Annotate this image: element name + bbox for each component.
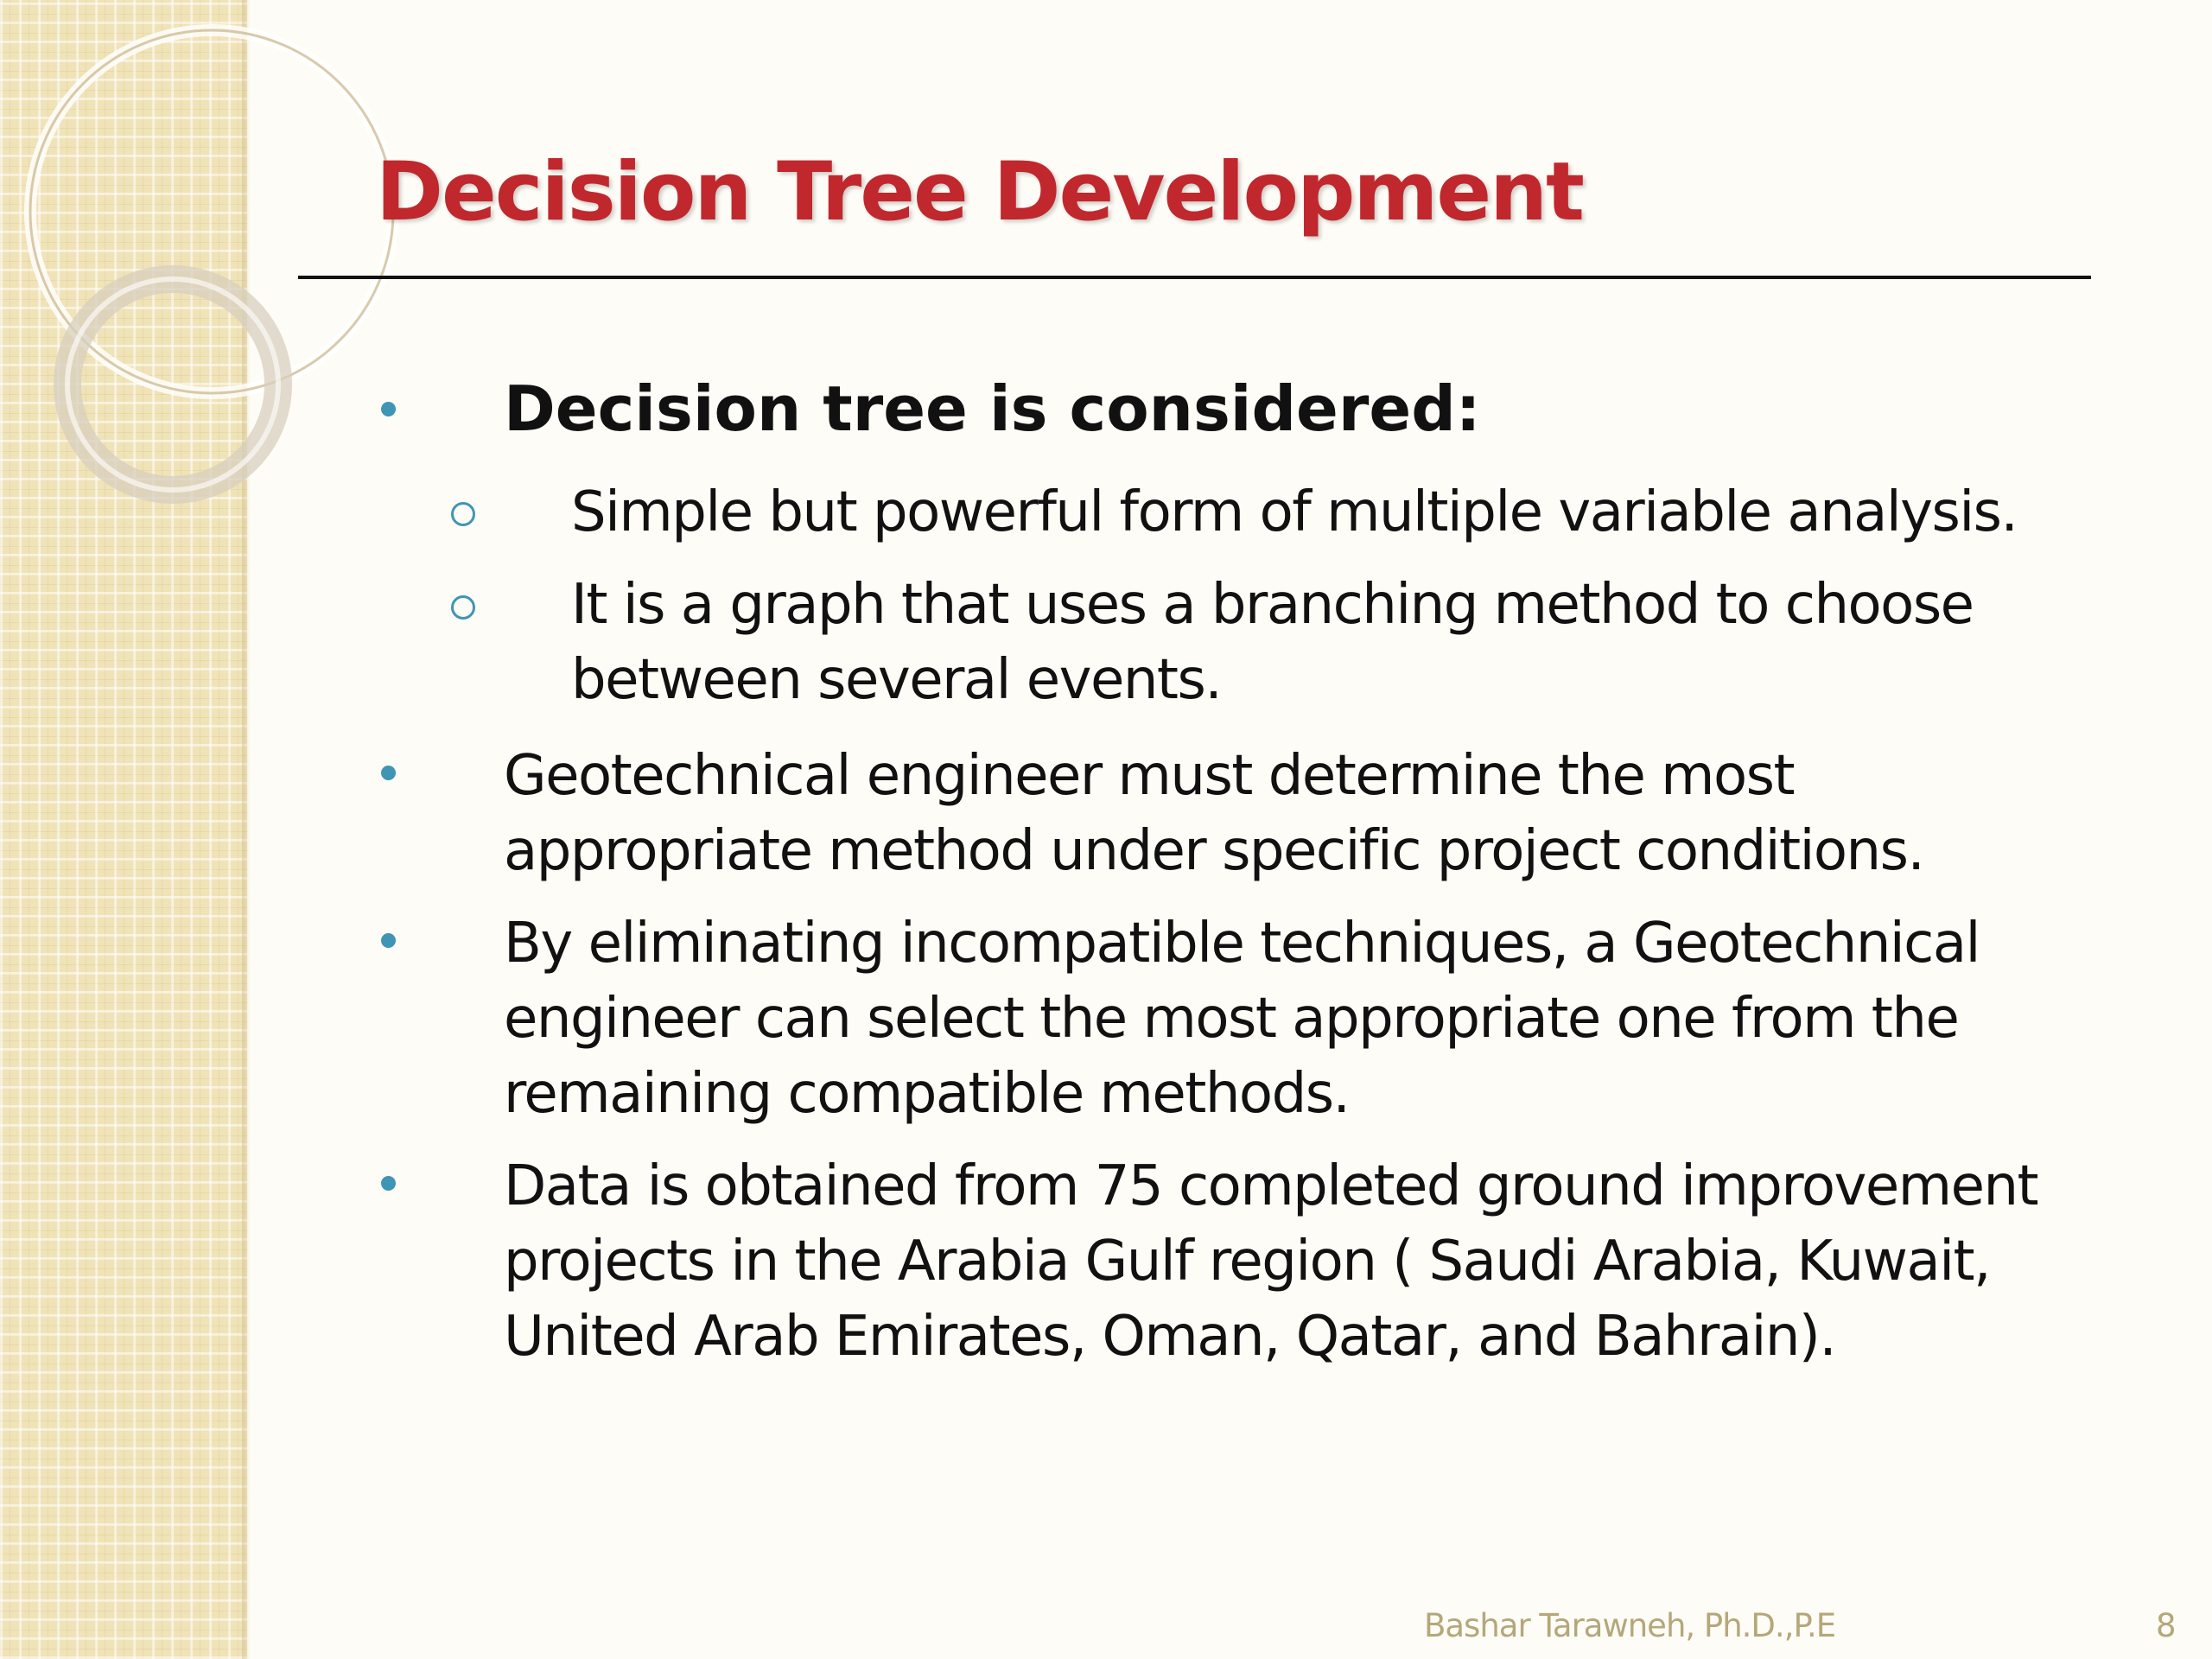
sub-bullet-text: Simple but powerful form of multiple variable analysis. [571,480,2018,544]
sub-bullet-item [571,475,2178,550]
bullet-text: Data is obtained from 75 completed ground improvement projects in the Arabia Gulf region ( Saudi Arabia, Kuwait, United Arab Emirates, Oman, Qatar, and Bahrain). [504,1154,2038,1369]
bullet-dot-icon [381,1176,396,1191]
bullet-dot-icon [381,766,396,780]
bullet-dot-icon [381,933,396,948]
sub-bullet-item [571,568,2152,718]
bullet-dot-icon [381,402,396,416]
bullet-text: Geotechnical engineer must determine the most appropriate method under specific project conditions. [504,744,1924,883]
bullet-item-heading [504,372,2145,447]
hollow-circle-bullet-icon [451,502,475,526]
bullet-item [504,1149,2145,1375]
sub-bullet-text: It is a graph that uses a branching method to choose between several events. [571,573,1974,712]
bullet-text: By eliminating incompatible techniques, a Geotechnical engineer can select the most appropriate one from the remaining compatible methods. [504,912,1980,1126]
page-number: 8 [2156,1607,2177,1644]
bullet-item [504,739,2111,889]
hollow-circle-bullet-icon [451,595,475,620]
bullet-item [504,906,2145,1132]
footer-author: Bashar Tarawneh, Ph.D.,P.E [1424,1607,1836,1644]
slide-title: Decision Tree Development [376,145,1583,239]
bullet-text: Decision tree is considered: [504,372,1481,445]
